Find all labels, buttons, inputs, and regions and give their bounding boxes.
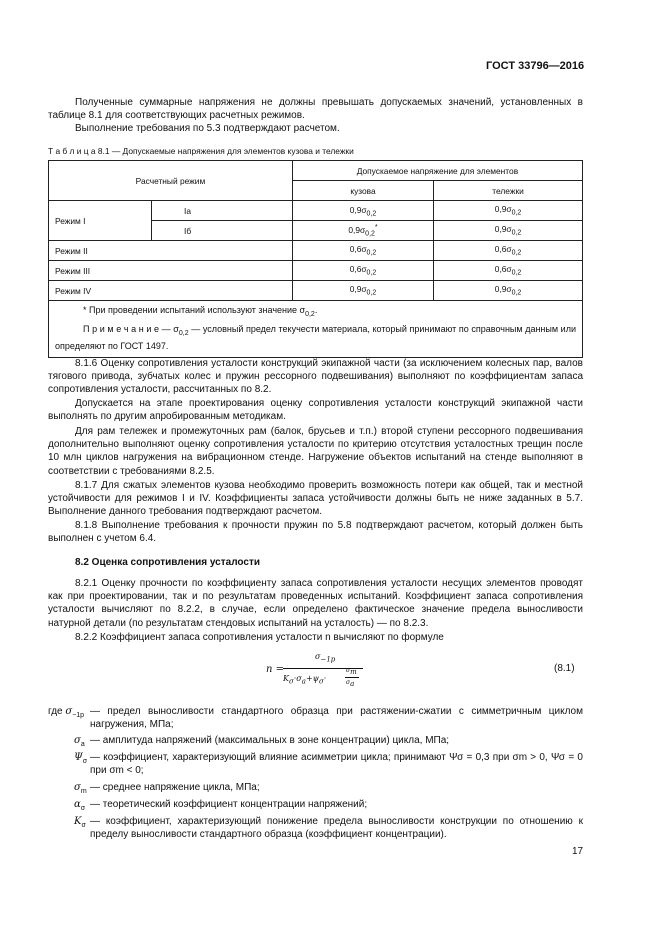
value-body: 0,9σ: [349, 204, 367, 215]
table-caption-text: 8.1 — Допускаемые напряжения для элементов кузова и тележки: [97, 146, 354, 156]
paragraph-8-1-6-c: Для рам тележек и промежуточных рам (балок, брусьев и т.п.) второй ступени рессорного подвешивания дополнительно выполняют оценку сопротивления усталости по критерию отсутствия усталостных трещин после 10 млн циклов нагружения на вибрационном стенде. Нагружение объектов испытаний на стенде выполняют в соответствии с требованиями 8.2.5.: [48, 426, 583, 477]
inner-num-sym: σ: [346, 667, 351, 674]
definition-symbol: [74, 815, 86, 832]
table-row: [49, 241, 583, 261]
definition-item: [48, 751, 583, 777]
value-body-sub: 0,2: [366, 289, 377, 297]
cell-body: [292, 201, 433, 221]
cell-submode: Iб: [152, 221, 293, 241]
value-bogie: 0,9σ: [494, 204, 512, 215]
header-mode: Расчетный режим: [49, 161, 293, 201]
formula-lhs: n =: [266, 664, 284, 675]
def-sym: σ: [74, 782, 81, 793]
paragraph-8-1-6-b: Допускается на этапе проектирования оценку сопротивления усталости конструкций экипажной части выполнять по другим апробированным методикам.: [48, 398, 583, 423]
den-sigma-sub: a: [301, 677, 306, 686]
inner-num-sub: m: [350, 668, 357, 677]
value-body: 0,6σ: [349, 264, 367, 275]
table-note: [55, 323, 576, 353]
table-footnote: [55, 304, 576, 321]
value-bogie-sub: 0,2: [511, 249, 522, 257]
value-body-sub: 0,2: [366, 269, 377, 277]
definition-text: — среднее напряжение цикла, МПа;: [90, 782, 260, 793]
definition-text: — теоретический коэффициент концентрации напряжений;: [90, 799, 368, 810]
definition-symbol: [74, 781, 87, 798]
num-sub: −1p: [320, 655, 336, 664]
table-caption-label: Т а б л и ц а: [48, 146, 96, 156]
definition-text: — коэффициент, характеризующий влияние асимметрии цикла; принимают Ψσ = 0,3 при σm > 0, Ψσ = 0 при σm < 0;: [90, 752, 583, 777]
cell-bogie: [434, 281, 583, 301]
den-psi-sub: σ: [318, 677, 324, 686]
inner-den-sym: σ: [346, 679, 351, 686]
cell-body: [292, 281, 433, 301]
value-body-sub: 0,2: [366, 249, 377, 257]
cell-body: [292, 261, 433, 281]
definition-text: — амплитуда напряжений (максимальных в зоне концентрации) цикла, МПа;: [90, 735, 450, 746]
den-sigma: ·σ: [293, 674, 302, 683]
inner-numerator: [346, 667, 357, 676]
header-bogie: тележки: [434, 181, 583, 201]
definition-symbol: [74, 751, 87, 768]
definition-symbol: [48, 705, 84, 722]
def-sym: σ: [65, 706, 73, 717]
cell-body: [292, 241, 433, 261]
def-pre: где: [48, 706, 66, 717]
definition-symbol: [74, 798, 85, 815]
def-sym: σ: [74, 735, 81, 746]
value-body-note: *: [374, 223, 378, 231]
definition-item: [48, 734, 583, 747]
note-label: П р и м е ч а н и е: [83, 323, 160, 334]
formula-denominator: $K_\sigma\cdot\sigma_a+\psi_\sigma\cdot$: [283, 674, 327, 686]
cell-mode: Режим IV: [49, 281, 293, 301]
definition-item: [48, 705, 583, 731]
def-sub: a: [80, 741, 85, 748]
table-row: [49, 281, 583, 301]
inner-denominator: [346, 679, 354, 688]
value-body-sub: 0,2: [366, 210, 377, 218]
paragraph-8-1-7: 8.1.7 Для сжатых элементов кузова необходимо проверить возможность потери как общей, так и местной устойчивости для режимов I и IV. Коэффициенты запаса устойчивости должны быть не ниже заданных в 5.7. Выполнение данного требования подтверждают расчетом.: [48, 480, 583, 518]
definition-item: [48, 781, 583, 794]
section-heading-8-2: 8.2 Оценка сопротивления усталости: [75, 557, 261, 568]
paragraph-8-2-2: 8.2.2 Коэффициент запаса сопротивления усталости n вычисляют по формуле: [75, 632, 444, 643]
definition-text: — предел выносливости стандартного образца при растяжении-сжатии с симметричным циклом нагружения, МПа;: [90, 706, 583, 731]
standard-number: ГОСТ 33796—2016: [486, 60, 585, 72]
den-psi: +ψ: [305, 674, 319, 683]
note-text: — σ: [161, 323, 179, 334]
allowed-stress-table: [48, 160, 583, 358]
header-allowed: Допускаемое напряжение для элементов: [292, 161, 582, 181]
inner-bar: [345, 677, 359, 678]
paragraph-8-1-8: 8.1.8 Выполнение требования к прочности пружин по 5.8 подтверждают расчетом, который должен быть выполнен с учетом 6.4.: [48, 520, 583, 545]
cell-mode: Режим III: [49, 261, 293, 281]
value-bogie-sub: 0,2: [511, 229, 522, 237]
def-sym: Ψ: [74, 752, 83, 763]
formula-number: (8.1): [554, 663, 575, 674]
cell-submode: Iа: [152, 201, 293, 221]
value-body: 0,9σ: [348, 224, 366, 235]
cell-mode: Режим II: [49, 241, 293, 261]
intro-paragraph-2: Выполнение требования по 5.3 подтверждают расчетом.: [75, 123, 340, 134]
value-bogie-sub: 0,2: [511, 289, 522, 297]
den-k: K: [283, 674, 289, 683]
value-body-sub: 0,2: [365, 230, 375, 238]
cell-bogie: [434, 221, 583, 241]
footnote-sub: 0,2: [305, 310, 315, 318]
def-sub: m: [80, 788, 87, 795]
header-body: кузова: [292, 181, 433, 201]
den-k-sub: σ: [288, 677, 294, 686]
def-sub: −1p: [72, 712, 85, 719]
definition-symbol: [74, 734, 85, 751]
definition-item: [48, 815, 583, 841]
formula: [266, 652, 396, 696]
footnote-end: .: [314, 305, 318, 315]
def-sub: σ: [81, 822, 86, 829]
table-row: [49, 261, 583, 281]
value-bogie-sub: 0,2: [511, 209, 522, 217]
value-body: 0,9σ: [349, 284, 367, 295]
value-bogie: 0,6σ: [494, 244, 512, 255]
paragraph-8-2-1: 8.2.1 Оценку прочности по коэффициенту запаса сопротивления усталости несущих элементов проводят как при проектировании, так и по результатам проведенных испытаний. Коэффициент запаса сопротивления усталости вычисляют по 8.2.2, в случае, если определено фактическое значение предела выносливости натурной детали (по результатам стендовых испытаний на усталость) — по 8.2.3.: [48, 578, 583, 629]
definition-text: — коэффициент, характеризующий понижение предела выносливости конструкции по отношению к пределу выносливости стандартного образца (коэффициент концентрации).: [90, 816, 583, 841]
def-sub: σ: [80, 805, 86, 812]
table-row: [49, 201, 583, 221]
intro-paragraph-1: Полученные суммарные напряжения не должны превышать допускаемых значений, установленных в таблице 8.1 для соответствующих расчетных режимов.: [48, 97, 583, 122]
table-notes-row: [49, 301, 583, 358]
note-rest: — условный предел текучести материала, который принимают по справочным данным или определяют по ГОСТ 1497.: [55, 323, 576, 351]
value-bogie: 0,6σ: [494, 264, 512, 275]
inner-den-sub: a: [350, 680, 355, 689]
page-number: 17: [572, 846, 584, 857]
note-sub: 0,2: [178, 329, 189, 337]
cell-body: [292, 221, 433, 241]
cell-mode: Режим I: [49, 201, 152, 241]
definition-item: [48, 798, 583, 811]
formula-numerator: [315, 652, 335, 664]
value-bogie: 0,9σ: [494, 224, 512, 235]
cell-bogie: [434, 261, 583, 281]
footnote-text: * При проведении испытаний используют значение σ: [83, 305, 306, 315]
value-bogie: 0,9σ: [494, 284, 512, 295]
def-sym: α: [74, 799, 81, 810]
paragraph-8-1-6: 8.1.6 Оценку сопротивления усталости конструкций экипажной части (за исключением колесных пар, валов тягового привода, зубчатых колес и пружин рессорного подвешивания) выполняют по коэффициентам запаса сопротивления усталости, рассчитанных по 8.2.: [48, 358, 583, 396]
table-caption: [48, 146, 354, 156]
def-sym: K: [74, 816, 82, 827]
cell-bogie: [434, 201, 583, 221]
cell-bogie: [434, 241, 583, 261]
num-sym: σ: [315, 652, 321, 661]
def-sub: σ: [82, 758, 88, 765]
table-notes: [49, 301, 583, 358]
value-body: 0,6σ: [349, 244, 367, 255]
value-bogie-sub: 0,2: [511, 269, 522, 277]
